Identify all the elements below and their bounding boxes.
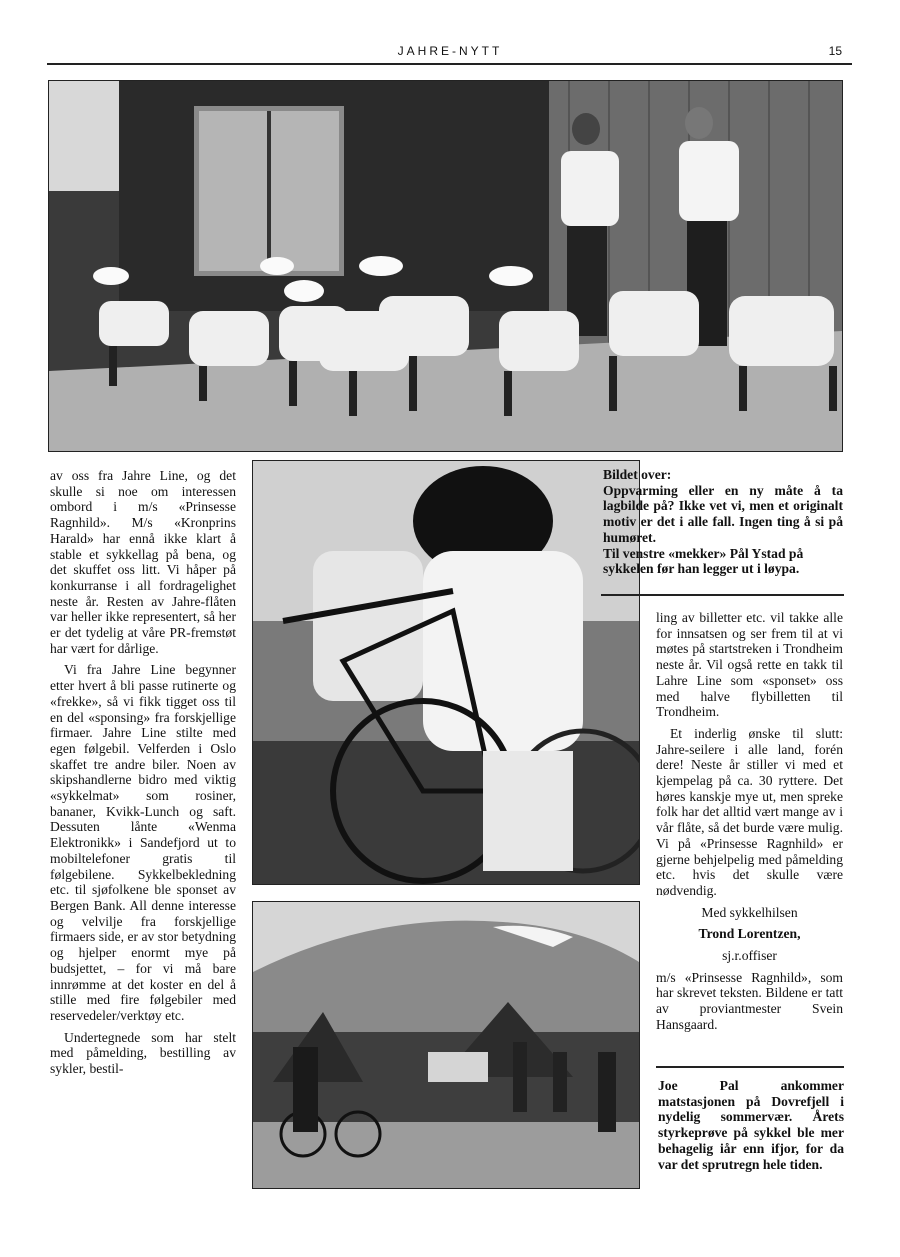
caption-heading: Bildet over: bbox=[603, 467, 672, 482]
header-divider bbox=[47, 63, 852, 65]
paragraph: av oss fra Jahre Line, og det skulle si noe om interessen ombord i m/s «Prinsesse Ragnhild». M/s «Kronprins Harald» har ennå ikke klart å stable et sykkellag på bena, og det skuffet oss litt. Vi håper på konkurranse i all fordragelighet neste år. Resten av Jahre-flåten var heller ikke representert, så her er det tydelig at våre PR-fremstøt har vært for dårlige. bbox=[50, 468, 236, 656]
photo-caption-top bbox=[603, 467, 843, 577]
paragraph: Undertegnede som har stelt med påmelding, bestilling av sykler, bestil- bbox=[50, 1029, 236, 1077]
caption-text: Joe Pal ankommer matstasjonen på Dovrefjell i nydelig sommervær. Årets styrkeprøve på sykkel ble mer behagelig iår enn ifjor, for da var det sprutregn hele tiden. bbox=[658, 1078, 844, 1172]
paragraph: Et inderlig ønske til slutt: Jahre-seilere i alle land, forén dere! Neste år stiller vi med et kjempelag på ca. 30 ryttere. Det høres kanskje mye ut, men spreke folk har det alltid vært mange av i vår flåte, så det burde være mulig. Vi på «Prinsesse Ragnhild» er gjerne behjelpelig med påmelding etc. hvis det skulle være nødvendig. bbox=[656, 725, 843, 898]
signature-greeting: Med sykkelhilsen bbox=[701, 904, 798, 920]
signature-name: Trond Lorentzen, bbox=[698, 926, 801, 942]
left-column-text bbox=[50, 468, 236, 1083]
caption-text: Oppvarming eller en ny måte å ta lagbilde på? Ikke vet vi, men et originalt motiv er det i alle fall. Ingen ting å si på humøret. bbox=[603, 482, 843, 545]
paragraph: ling av billetter etc. vil takke alle for innsatsen og ser frem til at vi møtes på startstreken i Trondheim neste år. Vil også rette en takk til Lahre Line som «sponset» oss med halve flybilletten til Trondheim. bbox=[656, 610, 843, 720]
paragraph: m/s «Prinsesse Ragnhild», som har skrevet teksten. Bildene er tatt av proviantmester Svein Hansgaard. bbox=[656, 969, 843, 1032]
running-header: JAHRE-NYTT bbox=[397, 44, 503, 58]
photo-bicycle-mechanic bbox=[252, 460, 640, 885]
right-column-text bbox=[656, 610, 843, 1039]
signature-title: sj.r.offiser bbox=[722, 948, 777, 964]
caption-divider bbox=[656, 1066, 844, 1068]
photo-mountain-tents bbox=[252, 901, 640, 1189]
page-number: 15 bbox=[828, 44, 842, 58]
caption-divider bbox=[601, 594, 844, 596]
photo-pushups-group bbox=[48, 80, 843, 452]
caption-text: Til venstre «mekker» Pål Ystad på sykkelen før han legger ut i løypa. bbox=[603, 545, 804, 577]
photo-caption-bottom bbox=[658, 1078, 844, 1172]
paragraph: Vi fra Jahre Line begynner etter hvert å bli passe rutinerte og «frekke», så vi fikk tigget oss til en del «sponsing» fra forskjellige firmaer. Jahre Line stilte med egen følgebil. Velferden i Oslo skaffet tre andre biler. Noen av skipshandlerne bidro med viktig «sykkelmat» som rosiner, bananer, Kvikk-Lunch og saft. Dessuten lånte «Wenma Elektronikk» i Sandefjord ut to mobiltelefoner gratis til følgebilene. Sykkelbekledning etc. til sjøfolkene ble sponset av Bergen Bank. All denne interesse og velvilje fra forskjellige firmaers side, er av stor betydning og hjelper enormt mye på budsjettet, – for vi må bare innrømme at det koster en del å stille med fire følgebiler med reservedeler/verktøy etc. bbox=[50, 662, 236, 1023]
